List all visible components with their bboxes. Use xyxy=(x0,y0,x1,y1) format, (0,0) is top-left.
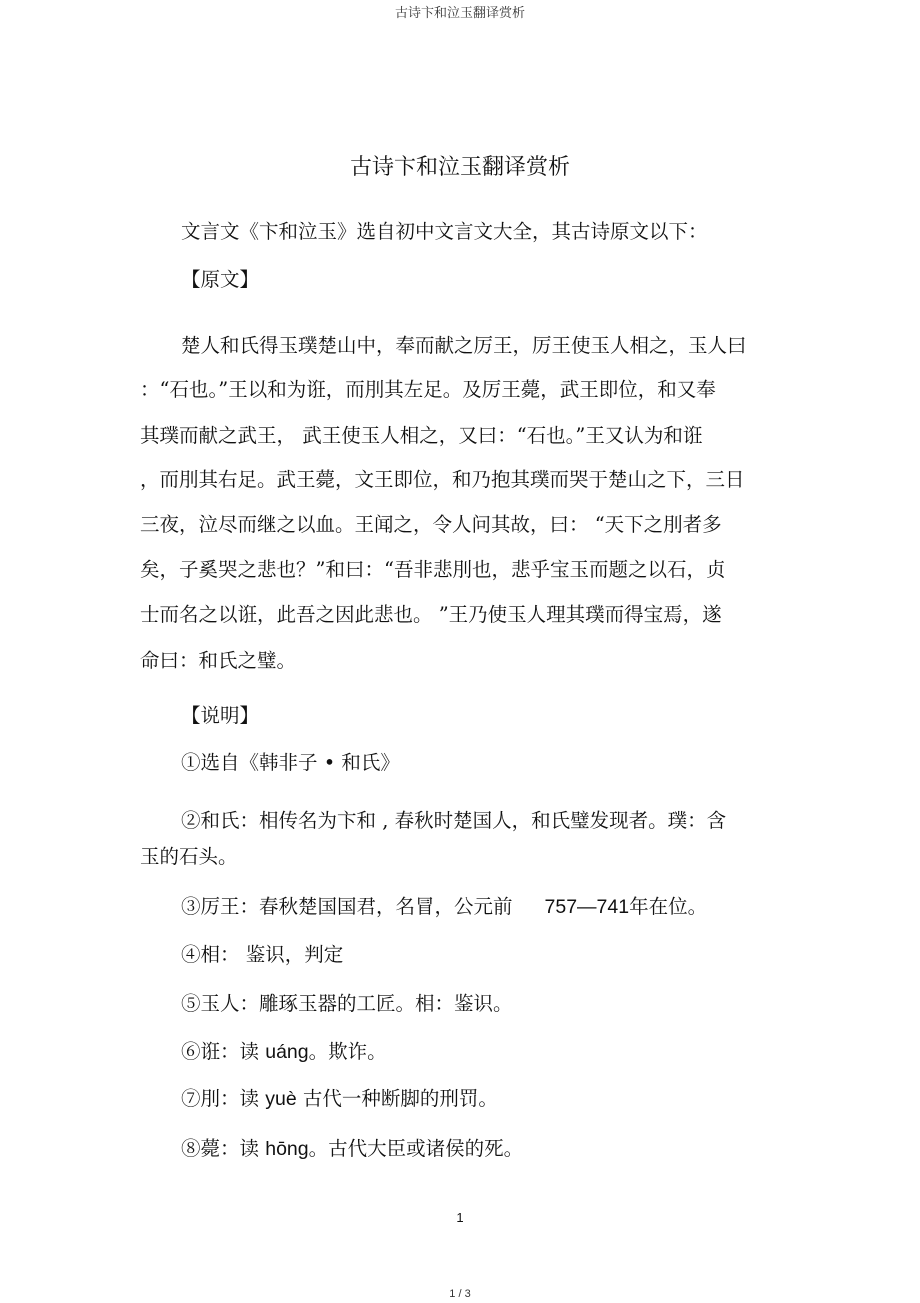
note-text: ⑧薨：读 xyxy=(181,1137,260,1160)
original-line: 楚人和氏得玉璞楚山中，奉而献之厉王，厉王使玉人相之，玉人曰 xyxy=(181,334,747,357)
note-item: ①选自《韩非子 • 和氏》 xyxy=(181,751,400,774)
original-line: 士而名之以诳，此吾之因此悲也。 ”王乃使玉人理其璞而得宝焉，遂 xyxy=(140,603,722,626)
page-number: 1 xyxy=(456,1210,464,1225)
note-text: ⑥诳：读 xyxy=(181,1040,260,1063)
note-pinyin: yuè xyxy=(265,1088,297,1110)
original-line: 命曰：和氏之璧。 xyxy=(140,649,297,672)
note-pinyin: uáng xyxy=(265,1041,309,1063)
note-text: 古代一种断脚的刑罚。 xyxy=(302,1087,498,1110)
note-pinyin: hōng xyxy=(265,1138,309,1160)
page-title: 古诗卞和泣玉翻译赏析 xyxy=(349,155,570,180)
original-line: ，而刖其右足。武王薨，文王即位，和乃抱其璞而哭于楚山之下，三日 xyxy=(140,468,745,491)
note-years: 757—741 xyxy=(544,896,630,918)
note-item: ④相： 鉴识，判定 xyxy=(181,943,344,966)
note-text: 年在位。 xyxy=(629,895,708,918)
original-line: ：“石也。”王以和为诳，而刖其左足。及厉王薨，武王即位，和又奉 xyxy=(140,378,716,401)
notes-heading: 【说明】 xyxy=(181,704,260,727)
original-heading: 【原文】 xyxy=(181,268,260,291)
page-footer: 1 / 3 xyxy=(449,1288,471,1300)
note-item: ⑤玉人：雕琢玉器的工匠。相：鉴识。 xyxy=(181,992,513,1015)
original-line: 其璞而献之武王， 武王使玉人相之，又曰：“石也。”王又认为和诳 xyxy=(140,424,703,447)
note-text: 。古代大臣或诸侯的死。 xyxy=(308,1137,524,1160)
note-item: ②和氏：相传名为卞和 , 春秋时楚国人，和氏璧发现者。璞：含 xyxy=(181,809,727,832)
note-text: ⑦刖：读 xyxy=(181,1087,260,1110)
original-line: 三夜，泣尽而继之以血。王闻之，令人问其故，曰： “天下之刖者多 xyxy=(140,513,722,536)
note-text: 。欺诈。 xyxy=(308,1040,387,1063)
original-line: 矣，子奚哭之悲也？”和曰：“吾非悲刖也，悲乎宝玉而题之以石，贞 xyxy=(140,558,726,581)
intro-paragraph: 文言文《卞和泣玉》选自初中文言文大全，其古诗原文以下： xyxy=(181,220,708,243)
note-item-continued: 玉的石头。 xyxy=(140,845,238,868)
note-item xyxy=(181,894,707,920)
note-text: ③厉王：春秋楚国国君，名冒，公元前 xyxy=(181,895,513,918)
running-header: 古诗卞和泣玉翻译赏析 xyxy=(394,6,525,21)
note-item xyxy=(181,1039,387,1065)
note-item xyxy=(181,1136,523,1162)
note-item xyxy=(181,1086,498,1112)
